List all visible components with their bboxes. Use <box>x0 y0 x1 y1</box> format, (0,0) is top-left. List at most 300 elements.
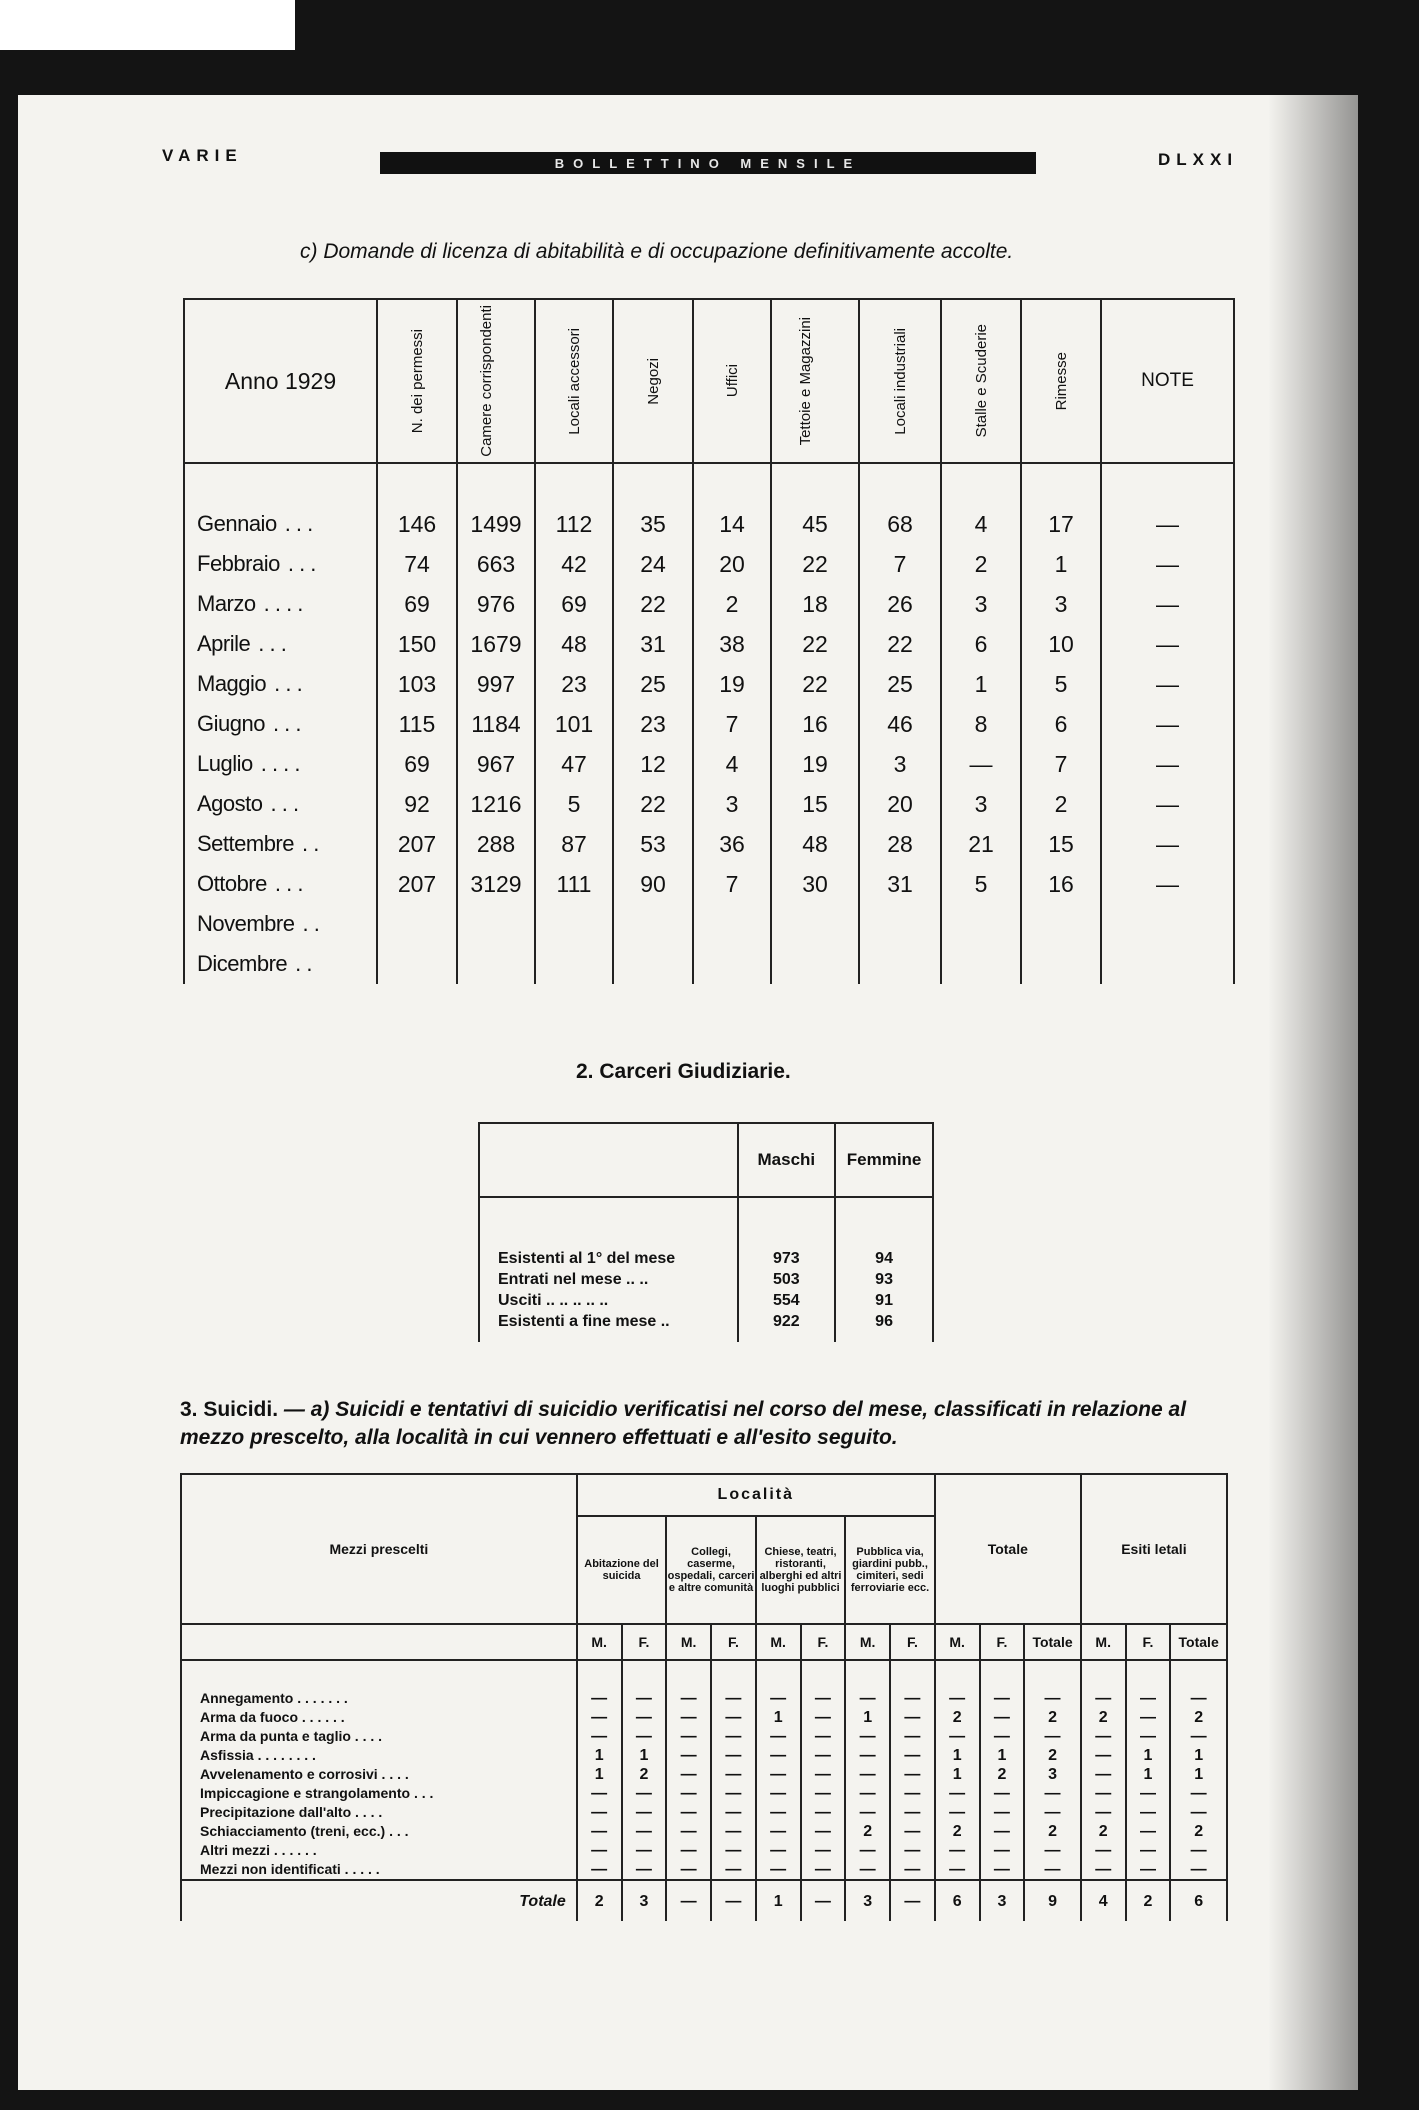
total-cell: 1 <box>756 1880 801 1921</box>
data-cell: 20 <box>859 784 941 824</box>
data-cell: — <box>756 1860 801 1880</box>
total-cell: 2 <box>577 1880 622 1921</box>
total-cell: — <box>890 1880 935 1921</box>
data-cell: — <box>577 1803 622 1822</box>
data-cell: 22 <box>771 544 859 584</box>
table-row <box>184 624 1234 664</box>
data-cell: 2 <box>941 544 1021 584</box>
col-tot: Totale <box>1170 1624 1227 1660</box>
month-cell <box>184 463 377 544</box>
data-cell: 1499 <box>457 463 535 544</box>
col-totale: Totale <box>935 1474 1081 1624</box>
data-cell: 4 <box>693 744 771 784</box>
data-cell: — <box>622 1822 667 1841</box>
data-cell: 38 <box>693 624 771 664</box>
mezzo-label: Asfissia . . . . . . . . <box>181 1746 577 1765</box>
month-dots: . . . <box>274 871 303 896</box>
data-cell: — <box>756 1660 801 1708</box>
month-dots: . . <box>295 951 312 976</box>
data-cell: — <box>666 1784 711 1803</box>
data-cell <box>535 944 613 984</box>
carceri-label: Esistenti al 1° del mese <box>479 1197 738 1269</box>
maschi-value: 554 <box>738 1290 836 1311</box>
data-cell: — <box>941 744 1021 784</box>
month-cell <box>184 744 377 784</box>
table-row <box>184 744 1234 784</box>
total-cell: 2 <box>1126 1880 1171 1921</box>
month-cell <box>184 904 377 944</box>
note-cell: — <box>1101 624 1234 664</box>
data-cell: 1 <box>845 1708 890 1727</box>
data-cell: — <box>577 1822 622 1841</box>
data-cell: — <box>756 1727 801 1746</box>
data-cell: 48 <box>771 824 859 864</box>
total-cell: 6 <box>1170 1880 1227 1921</box>
data-cell: 20 <box>693 544 771 584</box>
data-cell: 69 <box>377 584 457 624</box>
table-row <box>184 904 1234 944</box>
femmine-value: 93 <box>835 1269 933 1290</box>
data-cell: 1 <box>941 664 1021 704</box>
col-m: M. <box>666 1624 711 1660</box>
data-cell: 47 <box>535 744 613 784</box>
table-row <box>184 664 1234 704</box>
data-cell: 7 <box>693 704 771 744</box>
data-cell: — <box>890 1708 935 1727</box>
data-cell: 15 <box>1021 824 1101 864</box>
month-cell <box>184 664 377 704</box>
data-cell: — <box>801 1860 846 1880</box>
data-cell: 15 <box>771 784 859 824</box>
data-cell: — <box>890 1727 935 1746</box>
total-cell: — <box>801 1880 846 1921</box>
data-cell: 1 <box>622 1746 667 1765</box>
col-f: F. <box>1126 1624 1171 1660</box>
data-cell: — <box>666 1765 711 1784</box>
data-cell: 150 <box>377 624 457 664</box>
note-cell <box>1101 904 1234 944</box>
col-mezzi: Mezzi prescelti <box>181 1474 577 1624</box>
section2-title: 2. Carceri Giudiziarie. <box>576 1060 791 1083</box>
data-cell: 1 <box>1126 1746 1171 1765</box>
totals-row <box>181 1880 1227 1921</box>
data-cell: — <box>980 1660 1025 1708</box>
data-cell: — <box>666 1746 711 1765</box>
data-cell <box>693 904 771 944</box>
data-cell: 3 <box>1021 584 1101 624</box>
data-cell: 7 <box>859 544 941 584</box>
table-row <box>184 544 1234 584</box>
data-cell: — <box>935 1841 980 1860</box>
total-cell: 9 <box>1024 1880 1081 1921</box>
table-row <box>181 1708 1227 1727</box>
data-cell <box>941 904 1021 944</box>
data-cell: 3 <box>859 744 941 784</box>
data-cell <box>859 944 941 984</box>
data-cell: — <box>1126 1660 1171 1708</box>
note-cell: — <box>1101 744 1234 784</box>
data-cell: — <box>666 1803 711 1822</box>
note-cell: — <box>1101 824 1234 864</box>
col-f: F. <box>622 1624 667 1660</box>
data-cell: — <box>1126 1727 1171 1746</box>
data-cell: — <box>577 1660 622 1708</box>
data-cell: — <box>890 1822 935 1841</box>
data-cell: — <box>577 1860 622 1880</box>
scan-border <box>0 0 295 50</box>
col-localita: Località <box>577 1474 935 1516</box>
data-cell: 976 <box>457 584 535 624</box>
data-cell: — <box>1126 1822 1171 1841</box>
data-cell: — <box>890 1746 935 1765</box>
data-cell: 288 <box>457 824 535 864</box>
table-row <box>181 1860 1227 1880</box>
month-cell <box>184 584 377 624</box>
col-f: F. <box>890 1624 935 1660</box>
month-name: Maggio <box>197 671 267 696</box>
col-negozi: Negozi <box>613 299 693 463</box>
table-row <box>181 1822 1227 1841</box>
mezzo-label: Arma da punta e taglio . . . . <box>181 1727 577 1746</box>
maschi-value: 973 <box>738 1197 836 1269</box>
col-stalle: Stalle e Scuderie <box>941 299 1021 463</box>
data-cell: — <box>935 1727 980 1746</box>
data-cell: — <box>801 1746 846 1765</box>
data-cell <box>859 904 941 944</box>
col-f: F. <box>711 1624 756 1660</box>
maschi-value: 503 <box>738 1269 836 1290</box>
note-cell: — <box>1101 463 1234 544</box>
data-cell: — <box>622 1708 667 1727</box>
data-cell: 14 <box>693 463 771 544</box>
note-cell: — <box>1101 704 1234 744</box>
data-cell: — <box>1170 1841 1227 1860</box>
femmine-value: 96 <box>835 1311 933 1342</box>
total-cell: 3 <box>845 1880 890 1921</box>
data-cell: — <box>980 1784 1025 1803</box>
col-tot: Totale <box>1024 1624 1081 1660</box>
data-cell: — <box>666 1822 711 1841</box>
note-cell: — <box>1101 664 1234 704</box>
data-cell: — <box>711 1822 756 1841</box>
data-cell: — <box>711 1727 756 1746</box>
data-cell: — <box>666 1660 711 1708</box>
total-cell: — <box>711 1880 756 1921</box>
col-femmine: Femmine <box>835 1123 933 1197</box>
data-cell: — <box>666 1727 711 1746</box>
data-cell <box>457 904 535 944</box>
abitabilita-table <box>183 298 1235 984</box>
data-cell: 2 <box>845 1822 890 1841</box>
data-cell: 45 <box>771 463 859 544</box>
data-cell: — <box>577 1727 622 1746</box>
data-cell: 3 <box>941 784 1021 824</box>
data-cell: 2 <box>980 1765 1025 1784</box>
month-name: Dicembre <box>197 951 288 976</box>
col-abitazione: Abitazione del suicida <box>577 1516 667 1624</box>
data-cell: — <box>1170 1803 1227 1822</box>
table-row <box>184 704 1234 744</box>
data-cell: — <box>801 1660 846 1708</box>
month-name: Gennaio <box>197 511 277 536</box>
data-cell: 74 <box>377 544 457 584</box>
col-maschi: Maschi <box>738 1123 836 1197</box>
data-cell: — <box>801 1765 846 1784</box>
data-cell: — <box>890 1803 935 1822</box>
col-collegi: Collegi, caserme, ospedali, carceri e altre comunità <box>666 1516 756 1624</box>
page-number: DLXXI <box>1158 150 1239 169</box>
data-cell: — <box>1170 1660 1227 1708</box>
note-cell <box>1101 944 1234 984</box>
data-cell: 1 <box>1021 544 1101 584</box>
data-cell: — <box>1024 1860 1081 1880</box>
data-cell: 1679 <box>457 624 535 664</box>
month-name: Giugno <box>197 711 265 736</box>
month-cell <box>184 784 377 824</box>
month-cell <box>184 864 377 904</box>
data-cell: 115 <box>377 704 457 744</box>
data-cell: — <box>935 1803 980 1822</box>
data-cell: 21 <box>941 824 1021 864</box>
data-cell: — <box>845 1803 890 1822</box>
data-cell: 26 <box>859 584 941 624</box>
data-cell: — <box>622 1660 667 1708</box>
col-chiese: Chiese, teatri, ristoranti, alberghi ed altri luoghi pubblici <box>756 1516 846 1624</box>
data-cell: — <box>1081 1727 1126 1746</box>
femmine-value: 94 <box>835 1197 933 1269</box>
note-cell: — <box>1101 784 1234 824</box>
col-m: M. <box>845 1624 890 1660</box>
data-cell: — <box>980 1860 1025 1880</box>
data-cell: 69 <box>535 584 613 624</box>
data-cell: 103 <box>377 664 457 704</box>
data-cell: — <box>711 1784 756 1803</box>
data-cell: — <box>801 1803 846 1822</box>
col-tettoie: Tettoie e Magazzini <box>771 299 859 463</box>
data-cell <box>613 944 693 984</box>
mezzo-label: Impiccagione e strangolamento . . . <box>181 1784 577 1803</box>
data-cell: — <box>845 1660 890 1708</box>
col-camere: Camere corrispondenti <box>457 299 535 463</box>
data-cell: — <box>756 1803 801 1822</box>
mezzo-label: Arma da fuoco . . . . . . <box>181 1708 577 1727</box>
total-cell: — <box>666 1880 711 1921</box>
table-row <box>181 1784 1227 1803</box>
data-cell: — <box>1081 1660 1126 1708</box>
data-cell: 1 <box>980 1746 1025 1765</box>
data-cell: — <box>622 1860 667 1880</box>
data-cell: 112 <box>535 463 613 544</box>
data-cell: — <box>845 1841 890 1860</box>
data-cell: — <box>1126 1803 1171 1822</box>
col-permessi: N. dei permessi <box>377 299 457 463</box>
data-cell: — <box>845 1860 890 1880</box>
table-row <box>479 1197 933 1269</box>
data-cell: 2 <box>693 584 771 624</box>
data-cell: — <box>845 1727 890 1746</box>
data-cell: — <box>1170 1727 1227 1746</box>
data-cell: 5 <box>941 864 1021 904</box>
data-cell: — <box>756 1746 801 1765</box>
month-dots: . . . . <box>260 751 301 776</box>
data-cell: — <box>711 1860 756 1880</box>
data-cell: 146 <box>377 463 457 544</box>
data-cell: — <box>666 1841 711 1860</box>
month-dots: . . . <box>258 631 287 656</box>
data-cell: 1 <box>756 1708 801 1727</box>
suicidi-table <box>180 1473 1228 1921</box>
data-cell: 87 <box>535 824 613 864</box>
data-cell <box>613 904 693 944</box>
data-cell: — <box>890 1660 935 1708</box>
data-cell: 22 <box>771 624 859 664</box>
data-cell: 1 <box>577 1765 622 1784</box>
data-cell: — <box>801 1708 846 1727</box>
data-cell: 6 <box>941 624 1021 664</box>
table1-caption: c) Domande di licenza di abitabilità e di occupazione definitivamente accolte. <box>300 240 1014 263</box>
section3-number: 3. Suicidi. <box>180 1398 279 1421</box>
month-dots: . . <box>302 831 319 856</box>
table-row <box>479 1290 933 1311</box>
mezzo-label: Annegamento . . . . . . . <box>181 1660 577 1708</box>
col-m: M. <box>756 1624 801 1660</box>
month-cell <box>184 704 377 744</box>
data-cell: — <box>666 1860 711 1880</box>
month-dots: . . . <box>287 551 316 576</box>
data-cell: 22 <box>613 584 693 624</box>
data-cell: — <box>622 1841 667 1860</box>
data-cell: 7 <box>1021 744 1101 784</box>
data-cell <box>771 904 859 944</box>
month-name: Luglio <box>197 751 253 776</box>
data-cell: 22 <box>771 664 859 704</box>
data-cell: 22 <box>613 784 693 824</box>
table-row <box>181 1841 1227 1860</box>
mf-spacer <box>181 1624 577 1660</box>
data-cell: 24 <box>613 544 693 584</box>
data-cell: 1 <box>1170 1746 1227 1765</box>
col-f: F. <box>801 1624 846 1660</box>
data-cell <box>941 944 1021 984</box>
month-name: Novembre <box>197 911 295 936</box>
data-cell <box>457 944 535 984</box>
month-cell <box>184 624 377 664</box>
carceri-label: Entrati nel mese .. .. <box>479 1269 738 1290</box>
data-cell: 1 <box>935 1746 980 1765</box>
mezzo-label: Precipitazione dall'alto . . . . <box>181 1803 577 1822</box>
data-cell: — <box>622 1784 667 1803</box>
month-dots: . . . <box>272 711 302 736</box>
data-cell: — <box>711 1841 756 1860</box>
month-dots: . . . <box>274 671 303 696</box>
data-cell: 36 <box>693 824 771 864</box>
carceri-label-header <box>479 1123 738 1197</box>
table-row <box>181 1727 1227 1746</box>
data-cell: 2 <box>1024 1746 1081 1765</box>
data-cell: 2 <box>1081 1822 1126 1841</box>
col-rimesse: Rimesse <box>1021 299 1101 463</box>
data-cell: 10 <box>1021 624 1101 664</box>
data-cell: — <box>756 1784 801 1803</box>
data-cell: 997 <box>457 664 535 704</box>
data-cell: — <box>1024 1784 1081 1803</box>
data-cell: 19 <box>693 664 771 704</box>
table-row <box>181 1803 1227 1822</box>
data-cell: — <box>890 1784 935 1803</box>
table-row <box>181 1765 1227 1784</box>
data-cell: 1216 <box>457 784 535 824</box>
data-cell: — <box>711 1746 756 1765</box>
col-industriali: Locali industriali <box>859 299 941 463</box>
data-cell: — <box>756 1841 801 1860</box>
data-cell: 31 <box>859 864 941 904</box>
data-cell: — <box>1081 1784 1126 1803</box>
data-cell: 23 <box>613 704 693 744</box>
data-cell: — <box>1170 1784 1227 1803</box>
data-cell: — <box>711 1708 756 1727</box>
data-cell: 2 <box>935 1822 980 1841</box>
running-head-left: VARIE <box>162 146 243 165</box>
data-cell: — <box>935 1784 980 1803</box>
data-cell: — <box>1170 1860 1227 1880</box>
data-cell: 53 <box>613 824 693 864</box>
table-row <box>184 944 1234 984</box>
table-row <box>184 463 1234 544</box>
col-note: NOTE <box>1101 299 1234 463</box>
month-cell <box>184 944 377 984</box>
data-cell: — <box>890 1765 935 1784</box>
data-cell: — <box>980 1841 1025 1860</box>
data-cell: — <box>711 1803 756 1822</box>
data-cell: 6 <box>1021 704 1101 744</box>
section3-heading <box>180 1396 1240 1452</box>
data-cell: — <box>577 1708 622 1727</box>
data-cell: 35 <box>613 463 693 544</box>
table-row <box>184 824 1234 864</box>
data-cell: — <box>801 1822 846 1841</box>
data-cell: 7 <box>693 864 771 904</box>
data-cell: — <box>622 1727 667 1746</box>
data-cell: 28 <box>859 824 941 864</box>
data-cell: 4 <box>941 463 1021 544</box>
data-cell: — <box>801 1784 846 1803</box>
data-cell: 31 <box>613 624 693 664</box>
table-row <box>184 784 1234 824</box>
data-cell: — <box>622 1803 667 1822</box>
data-cell: 69 <box>377 744 457 784</box>
data-cell: — <box>890 1860 935 1880</box>
carceri-label: Usciti .. .. .. .. .. <box>479 1290 738 1311</box>
data-cell: 30 <box>771 864 859 904</box>
data-cell: 25 <box>613 664 693 704</box>
data-cell: — <box>1126 1784 1171 1803</box>
data-cell: — <box>666 1708 711 1727</box>
data-cell: — <box>890 1841 935 1860</box>
data-cell: — <box>1126 1708 1171 1727</box>
table-row <box>184 584 1234 624</box>
data-cell: 5 <box>535 784 613 824</box>
data-cell: 22 <box>859 624 941 664</box>
data-cell: 8 <box>941 704 1021 744</box>
mezzo-label: Mezzi non identificati . . . . . <box>181 1860 577 1880</box>
data-cell: 16 <box>771 704 859 744</box>
month-dots: . . . . <box>263 591 303 616</box>
data-cell: — <box>845 1765 890 1784</box>
data-cell: 12 <box>613 744 693 784</box>
col-uffici: Uffici <box>693 299 771 463</box>
col-pubblica: Pubblica via, giardini pubb., cimiteri, sedi ferroviarie ecc. <box>845 1516 935 1624</box>
data-cell: 111 <box>535 864 613 904</box>
